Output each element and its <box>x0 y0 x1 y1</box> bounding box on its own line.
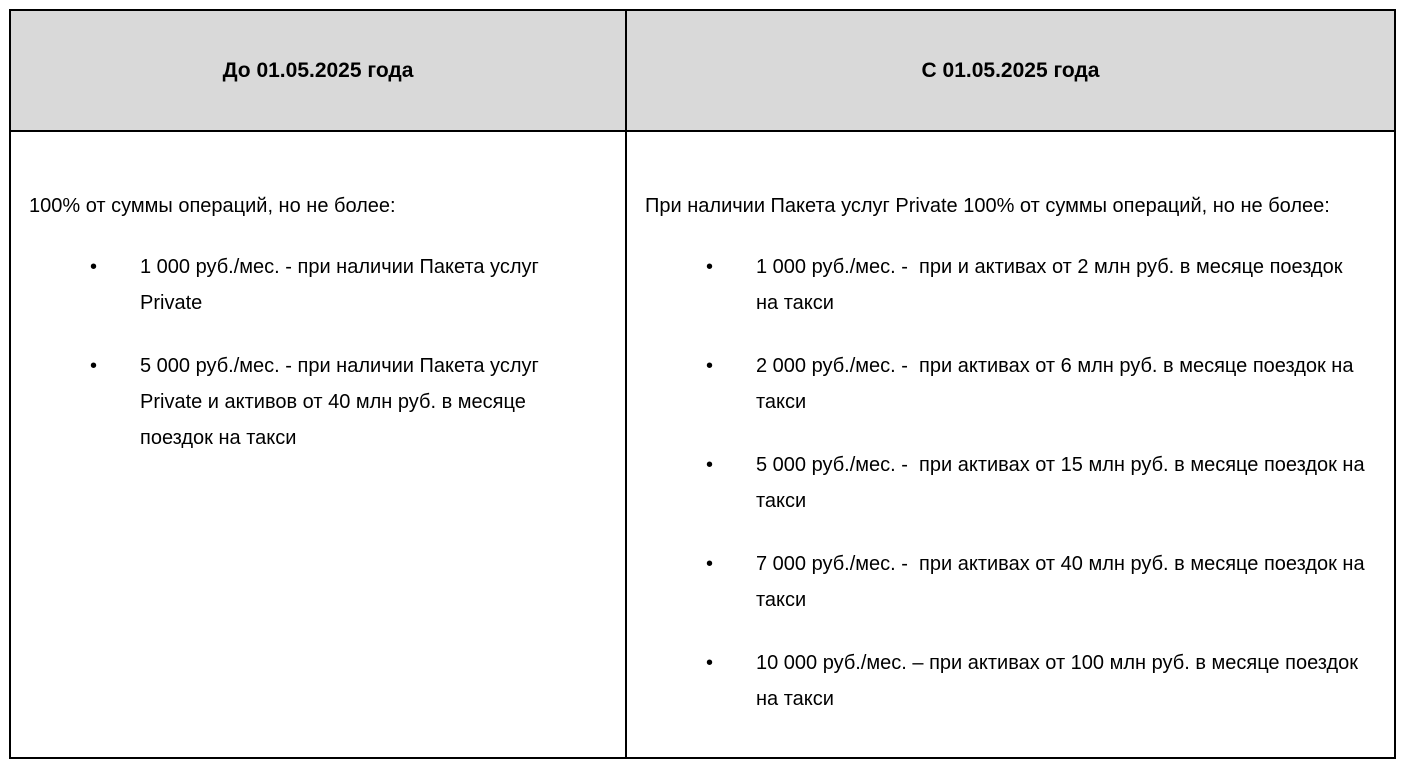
after-bullet-2-text: 2 000 руб./мес. - при активах от 6 млн руб. в месяце поездок на такси <box>756 355 1360 413</box>
list-item <box>706 546 1370 618</box>
after-bullet-list <box>645 249 1370 717</box>
list-item <box>90 348 601 456</box>
after-bullet-5-text: 10 000 руб./мес. – при активах от 100 млн руб. в месяце поездок на такси <box>756 652 1364 710</box>
header-cell-after <box>627 11 1394 132</box>
bullet-icon: • <box>706 652 714 674</box>
before-bullet-2-text: 5 000 руб./мес. - при наличии Пакета услуг Private и активов от 40 млн руб. в месяце поездок на такси <box>140 355 545 449</box>
bullet-icon: • <box>706 454 714 476</box>
bullet-icon: • <box>90 355 98 377</box>
after-bullet-3-text: 5 000 руб./мес. - при активах от 15 млн руб. в месяце поездок на такси <box>756 454 1371 512</box>
header-cell-before <box>11 11 627 132</box>
header-label-before: До 01.05.2025 года <box>222 58 414 82</box>
list-item <box>90 249 601 321</box>
after-bullet-1-text: 1 000 руб./мес. - при и активах от 2 млн руб. в месяце поездок на такси <box>756 256 1349 314</box>
list-item <box>706 645 1370 717</box>
body-cell-before <box>11 132 627 757</box>
before-bullet-list <box>29 249 601 456</box>
bullet-icon: • <box>706 256 714 278</box>
list-item <box>706 249 1370 321</box>
bullet-icon: • <box>706 355 714 377</box>
body-cell-after <box>627 132 1394 757</box>
after-intro-text: При наличии Пакета услуг Private 100% от суммы операций, но не более: <box>645 195 1330 217</box>
header-label-after: С 01.05.2025 года <box>921 58 1100 82</box>
before-intro-text: 100% от суммы операций, но не более: <box>29 195 396 217</box>
terms-comparison-table <box>9 9 1396 759</box>
list-item <box>706 447 1370 519</box>
after-bullet-4-text: 7 000 руб./мес. - при активах от 40 млн руб. в месяце поездок на такси <box>756 553 1371 611</box>
bullet-icon: • <box>90 256 98 278</box>
list-item <box>706 348 1370 420</box>
before-bullet-1-text: 1 000 руб./мес. - при наличии Пакета услуг Private <box>140 256 545 314</box>
bullet-icon: • <box>706 553 714 575</box>
